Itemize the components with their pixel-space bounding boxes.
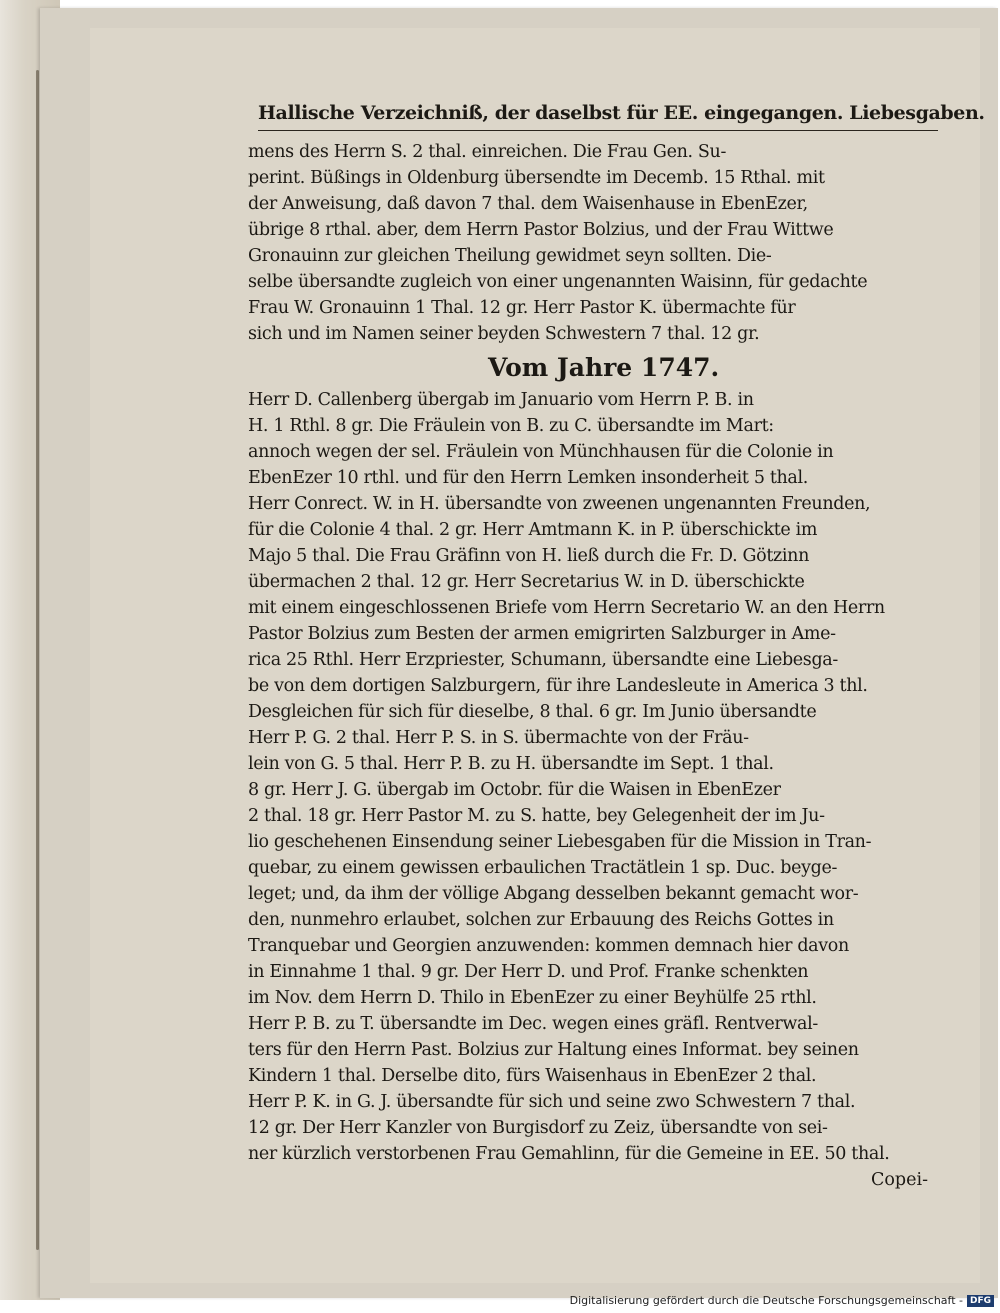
text-line: selbe übersandte zugleich von einer ungenannten Waisinn, für gedachte [248, 272, 868, 292]
text-line: 8 gr. Herr J. G. übergab im Octobr. für die Waisen in EbenEzer [248, 780, 781, 800]
text-line: mens des Herrn S. 2 thal. einreichen. Die Frau Gen. Su- [248, 142, 727, 162]
text-line: Tranquebar und Georgien anzuwenden: kommen demnach hier davon [248, 936, 849, 956]
text-line: rica 25 Rthl. Herr Erzpriester, Schumann, übersandte eine Liebesga- [248, 650, 838, 670]
text-line: Majo 5 thal. Die Frau Gräfinn von H. ließ durch die Fr. D. Götzinn [248, 546, 809, 566]
text-line: 12 gr. Der Herr Kanzler von Burgisdorf zu Zeiz, übersandte von sei- [248, 1118, 828, 1138]
funding-text: Digitalisierung gefördert durch die Deutsche Forschungsgemeinschaft - [569, 1294, 963, 1307]
text-line: annoch wegen der sel. Fräulein von Münchhausen für die Colonie in [248, 442, 834, 462]
paragraph-after [218, 387, 938, 1167]
text-line: Kindern 1 thal. Derselbe dito, fürs Waisenhaus in EbenEzer 2 thal. [248, 1066, 817, 1086]
running-head: Hallische Verzeichniß, der daselbst für EE. eingegangen. Liebesgaben. [258, 100, 938, 131]
text-line: leget; und, da ihm der völlige Abgang desselben bekannt gemacht wor- [248, 884, 859, 904]
text-line: lein von G. 5 thal. Herr P. B. zu H. übersandte im Sept. 1 thal. [248, 754, 774, 774]
catchword: Copei- [871, 1170, 928, 1190]
text-line: H. 1 Rthl. 8 gr. Die Fräulein von B. zu C. übersandte im Mart: [248, 416, 774, 436]
text-line: Frau W. Gronauinn 1 Thal. 12 gr. Herr Pastor K. übermachte für [248, 298, 796, 318]
text-line: Gronauinn zur gleichen Theilung gewidmet seyn sollten. Die- [248, 246, 772, 266]
text-line: den, nunmehro erlaubet, solchen zur Erbauung des Reichs Gottes in [248, 910, 834, 930]
text-line: lio geschehenen Einsendung seiner Liebesgaben für die Mission in Tran- [248, 832, 872, 852]
text-line: der Anweisung, daß davon 7 thal. dem Waisenhause in EbenEzer, [248, 194, 808, 214]
year-heading: Vom Jahre 1747. [488, 353, 720, 382]
text-line: ters für den Herrn Past. Bolzius zur Haltung eines Informat. bey seinen [248, 1040, 859, 1060]
dfg-logo: DFG [967, 1295, 994, 1307]
text-line: sich und im Namen seiner beyden Schwestern 7 thal. 12 gr. [248, 324, 760, 344]
text-line: ner kürzlich verstorbenen Frau Gemahlinn, für die Gemeine in EE. 50 thal. [248, 1144, 890, 1164]
text-line: übrige 8 rthal. aber, dem Herrn Pastor Bolzius, und der Frau Wittwe [248, 220, 834, 240]
text-line: 2 thal. 18 gr. Herr Pastor M. zu S. hatte, bey Gelegenheit der im Ju- [248, 806, 825, 826]
paragraph-before [218, 139, 938, 347]
text-line: EbenEzer 10 rthl. und für den Herrn Lemken insonderheit 5 thal. [248, 468, 808, 488]
funding-footer [570, 1294, 994, 1307]
text-block [218, 100, 985, 1193]
text-line: quebar, zu einem gewissen erbaulichen Tractätlein 1 sp. Duc. beyge- [248, 858, 838, 878]
text-line: mit einem eingeschlossenen Briefe vom Herrn Secretario W. an den Herrn [248, 598, 885, 618]
text-line: be von dem dortigen Salzburgern, für ihre Landesleute in America 3 thl. [248, 676, 868, 696]
text-line: perint. Büßings in Oldenburg übersendte im Decemb. 15 Rthal. mit [248, 168, 825, 188]
text-line: Pastor Bolzius zum Besten der armen emigrirten Salzburger in Ame- [248, 624, 836, 644]
text-line: Desgleichen für sich für dieselbe, 8 thal. 6 gr. Im Junio übersandte [248, 702, 817, 722]
text-line: im Nov. dem Herrn D. Thilo in EbenEzer zu einer Beyhülfe 25 rthl. [248, 988, 817, 1008]
text-line: übermachen 2 thal. 12 gr. Herr Secretarius W. in D. überschickte [248, 572, 805, 592]
text-line: Herr P. B. zu T. übersandte im Dec. wegen eines gräfl. Rentverwal- [248, 1014, 818, 1034]
text-line: für die Colonie 4 thal. 2 gr. Herr Amtmann K. in P. überschickte im [248, 520, 818, 540]
text-line: Herr D. Callenberg übergab im Januario vom Herrn P. B. in [248, 390, 754, 410]
text-line: Herr P. G. 2 thal. Herr P. S. in S. übermachte von der Fräu- [248, 728, 749, 748]
text-line: Herr Conrect. W. in H. übersandte von zweenen ungenannten Freunden, [248, 494, 871, 514]
text-line: Herr P. K. in G. J. übersandte für sich und seine zwo Schwestern 7 thal. [248, 1092, 856, 1112]
text-line: in Einnahme 1 thal. 9 gr. Der Herr D. und Prof. Franke schenkten [248, 962, 809, 982]
